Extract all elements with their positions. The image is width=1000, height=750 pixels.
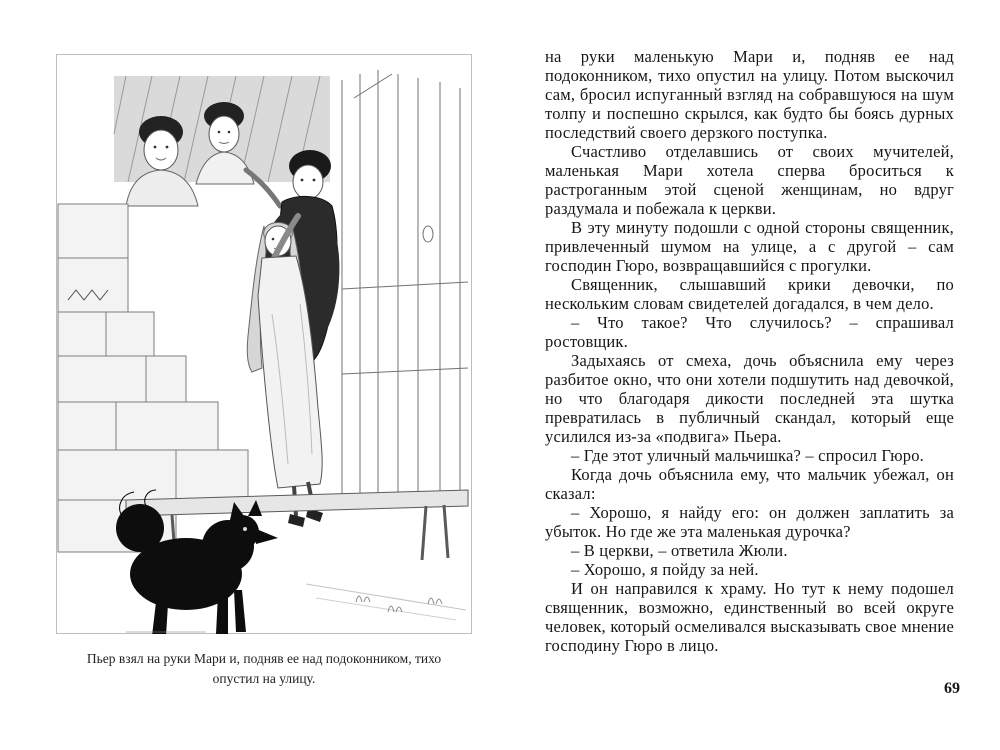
- paragraph: – В церкви, – ответила Жюли.: [571, 541, 788, 560]
- paragraph: В эту минуту подошли с одной стороны священник, привлеченный шумом на улице, а с другой – сам господин Гюро, возвращавшийся с прогулки.: [545, 218, 954, 275]
- paragraph: Когда дочь объяснила ему, что мальчик убежал, он сказал:: [545, 465, 954, 503]
- paragraph: Счастливо отделавшись от своих мучителей, маленькая Мари хотела сперва броситься к растроганным этой сценой женщинам, но вдруг раздумала и побежала к церкви.: [545, 142, 954, 218]
- paragraph: – Где этот уличный мальчишка? – спросил Гюро.: [571, 446, 925, 465]
- paragraph: – Что такое? Что случилось? – спрашивал ростовщик.: [545, 313, 954, 351]
- paragraph: на руки маленькую Мари и, подняв ее над подоконником, тихо опустил на улицу. Потом выскочил сам, бросил испуганный взгляд на собравшуюся на шум толпу и поспешно скрылся, как будто бы боясь дурных последствий своего дерзкого поступка.: [545, 47, 954, 142]
- paragraph: Священник, слышавший крики девочки, по нескольким словам свидетелей догадался, в чем дело.: [545, 275, 954, 313]
- page-number: 69: [944, 680, 960, 697]
- right-page: [545, 47, 954, 655]
- paragraph: И он направился к храму. Но тут к нему подошел священник, возможно, единственный во всей округе человек, который осмеливался высказывать свое мнение господину Гюро в лицо.: [545, 579, 954, 655]
- book-illustration: [56, 54, 472, 634]
- paragraph: Задыхаясь от смеха, дочь объяснила ему через разбитое окно, что они хотели подшутить над девочкой, но что благодаря дикости последней эта шутка превратилась в публичный скандал, который еще усилился из-за «подвига» Пьера.: [545, 351, 954, 446]
- illustration-caption: Пьер взял на руки Мари и, подняв ее над подоконником, тихо опустил на улицу.: [86, 651, 442, 687]
- left-page: [56, 54, 472, 690]
- illustration-svg: [56, 54, 472, 634]
- paragraph: – Хорошо, я пойду за ней.: [571, 560, 759, 579]
- paragraph: – Хорошо, я найду его: он должен заплатить за убыток. Но где же эта маленькая дурочка?: [545, 503, 954, 541]
